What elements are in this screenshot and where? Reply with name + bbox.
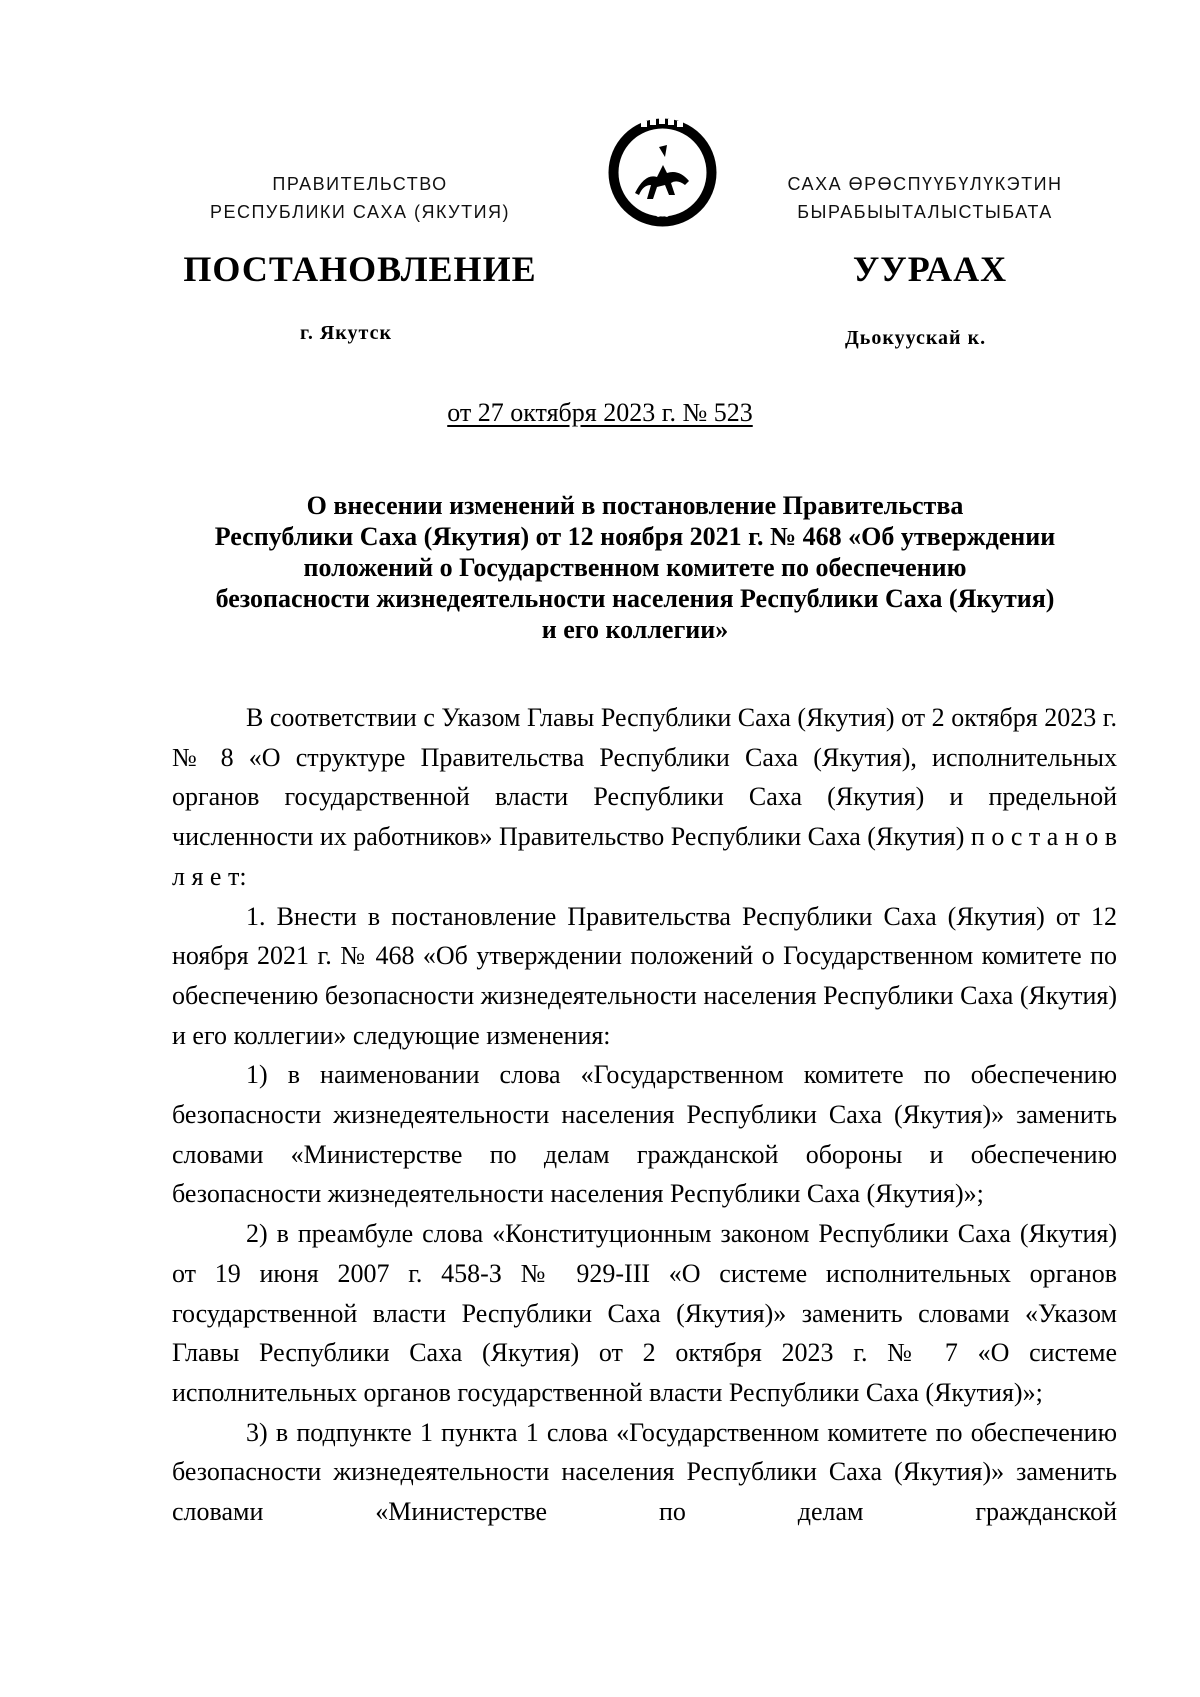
government-name-yakut-line1: САХА ӨРӨСПҮҮБҮЛҮКЭТИН [787, 174, 1063, 194]
city-yakut: Дьокуускай к. [845, 327, 987, 349]
coat-of-arms-emblem-icon [605, 115, 720, 230]
document-date-number-text: от 27 октября 2023 г. № 523 [447, 398, 753, 427]
subject-line: и его коллегии» [541, 615, 729, 644]
body-paragraph-subitem-1: 1) в наименовании слова «Государственном комитете по обеспечению безопасности жизнедеятельности населения Республики Саха (Якутия)» заменить словами «Министерстве по делам гражданской обороны и обеспечению безопасности жизнедеятельности населения Республики Саха (Якутия)»; [172, 1060, 1117, 1209]
government-name-russian [150, 170, 570, 226]
document-subject [165, 490, 1105, 645]
body-paragraph-preamble [172, 698, 1117, 897]
document-type-russian: ПОСТАНОВЛЕНИЕ [183, 249, 537, 289]
document-date-number [0, 398, 1200, 428]
preamble-text: В соответствии с Указом Главы Республики Саха (Якутия) от 2 октября 2023 г. № 8 «О структуре Правительства Республики Саха (Якутия), исполнительных органов государственной власти Республики Саха (Якутия) и предельной численности их работников» Правительство Республики Саха (Якутия) [172, 703, 1117, 852]
subject-line: Республики Саха (Якутия) от 12 ноября 2021 г. № 468 «Об утверждении [214, 522, 1056, 551]
body-paragraph-subitem-2: 2) в преамбуле слова «Конституционным законом Республики Саха (Якутия) от 19 июня 2007 г. 458-З № 929-III «О системе исполнительных органов государственной власти Республики Саха (Якутия)» заменить словами «Указом Главы Республики Саха (Якутия) от 2 октября 2023 г. № 7 «О системе исполнительных органов государственной власти Республики Саха (Якутия)»; [172, 1219, 1117, 1407]
subject-line: безопасности жизнедеятельности населения Республики Саха (Якутия) [215, 584, 1055, 613]
document-type-yakut: УУРААХ [852, 249, 1008, 289]
body-paragraph-item-1: 1. Внести в постановление Правительства Республики Саха (Якутия) от 12 ноября 2021 г. № 468 «Об утверждении положений о Государственном комитете по обеспечению безопасности жизнедеятельности населения Республики Саха (Якутия) и его коллегии» следующие изменения: [172, 901, 1117, 1050]
document-body [172, 698, 1117, 1532]
preamble-verb: п о с т а н о в л я е т: [172, 822, 1117, 891]
government-name-yakut-line2: БЫРАБЫЫТАЛЫСТЫБАТА [797, 202, 1053, 222]
svg-text:● ●: ● ● [655, 210, 670, 218]
subject-line: положений о Государственном комитете по обеспечению [303, 553, 967, 582]
government-name-yakut [725, 170, 1125, 226]
government-name-russian-line2: РЕСПУБЛИКИ САХА (ЯКУТИЯ) [209, 202, 511, 222]
body-paragraph-subitem-3: 3) в подпункте 1 пункта 1 слова «Государственном комитете по обеспечению безопасности жизнедеятельности населения Республики Саха (Якутия)» заменить словами «Министерстве по делам гражданской [172, 1417, 1117, 1527]
subject-line: О внесении изменений в постановление Правительства [306, 491, 964, 520]
government-name-russian-line1: ПРАВИТЕЛЬСТВО [272, 174, 448, 194]
city-russian: г. Якутск [300, 322, 392, 344]
